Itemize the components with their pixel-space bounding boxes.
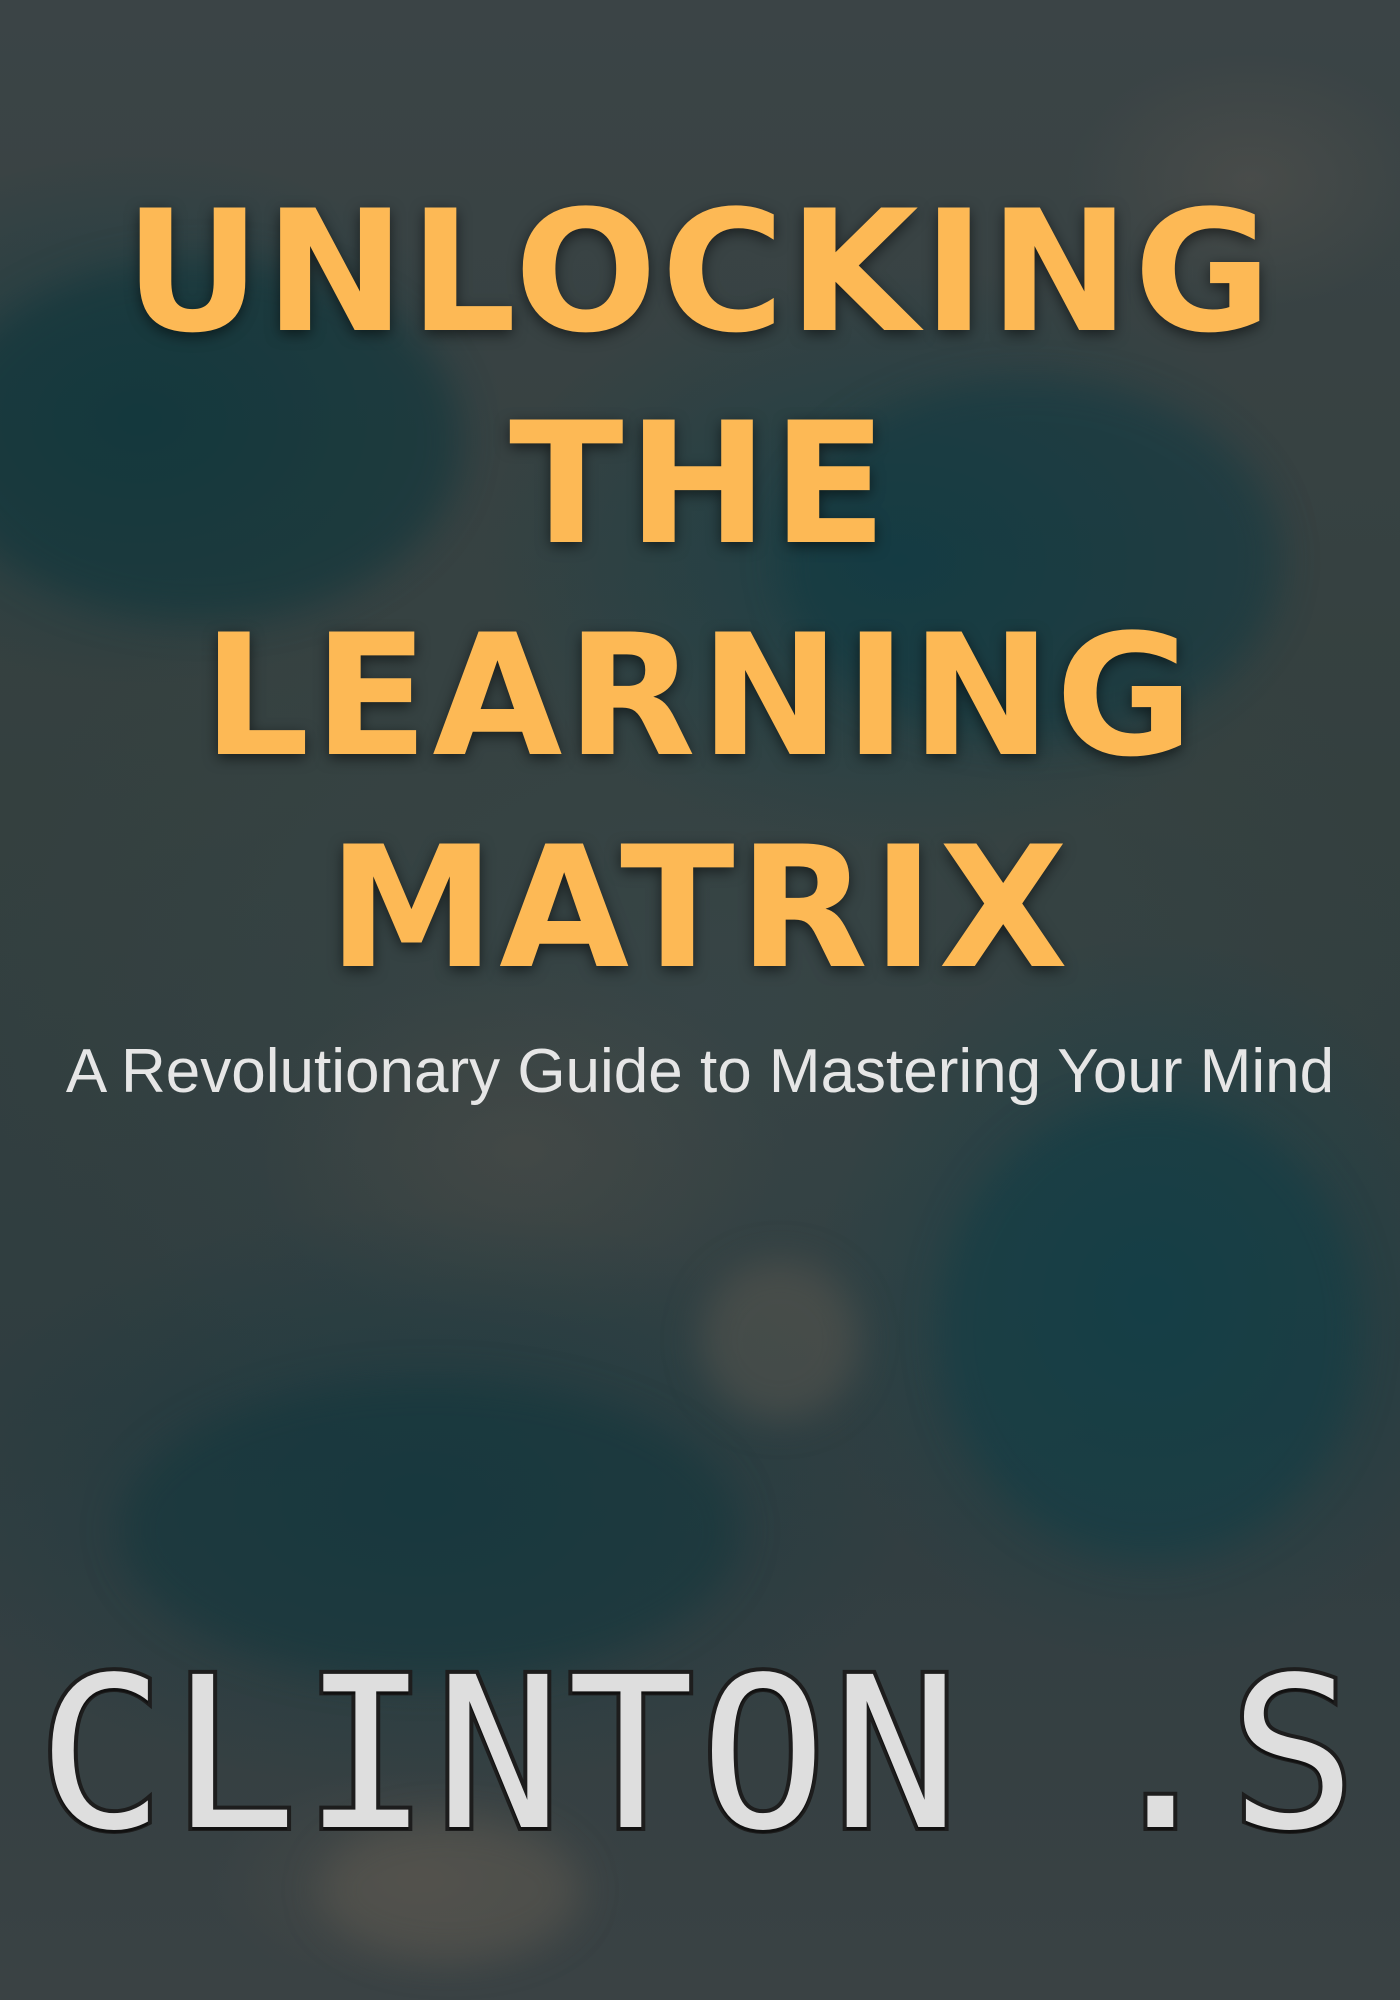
title-line-4: MATRIX: [327, 810, 1073, 1006]
title-line-2: THE: [509, 386, 891, 582]
title-line-1: UNLOCKING: [124, 174, 1276, 370]
author-name: CLINTON .S: [37, 1632, 1363, 1877]
watercolor-stain: [700, 1260, 860, 1420]
title-line-3: LEARNING: [202, 598, 1198, 794]
watercolor-stain: [940, 1100, 1360, 1560]
subtitle: A Revolutionary Guide to Mastering Your Mind: [65, 1037, 1335, 1106]
